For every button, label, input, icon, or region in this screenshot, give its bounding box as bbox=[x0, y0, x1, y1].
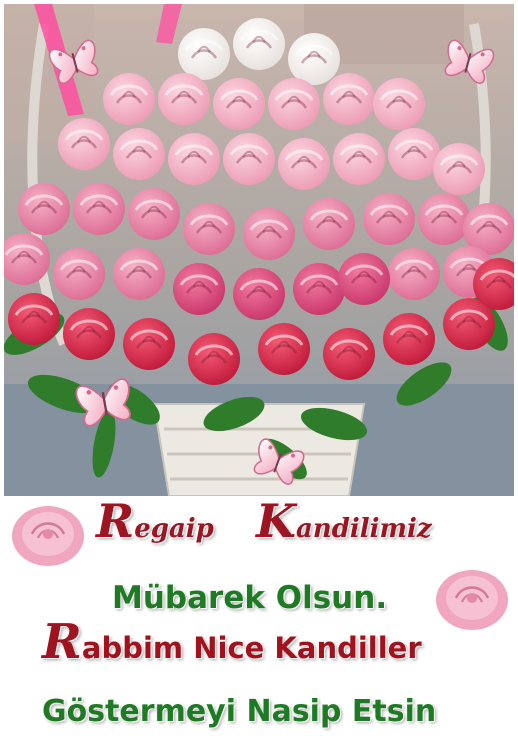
greeting-word-regaip bbox=[96, 494, 214, 548]
word-rest: andilimiz bbox=[295, 514, 432, 544]
initial-letter: R bbox=[96, 494, 135, 548]
word-rest: egaip bbox=[134, 514, 214, 544]
greeting-line-gostermeyi: Göstermeyi Nasip Etsin bbox=[42, 694, 437, 729]
greeting-line-mubarek: Mübarek Olsun. bbox=[112, 580, 388, 616]
rose-basket-photo bbox=[4, 4, 514, 496]
rose-icon bbox=[8, 500, 88, 570]
initial-letter: R bbox=[42, 614, 82, 670]
greeting-text-area bbox=[0, 496, 518, 750]
line-rest: abbim Nice Kandiller bbox=[81, 631, 422, 665]
greeting-word-kandilimiz bbox=[256, 494, 432, 548]
greeting-line-rabbim bbox=[42, 614, 422, 670]
rose-icon bbox=[432, 564, 512, 634]
initial-letter: K bbox=[256, 494, 296, 548]
